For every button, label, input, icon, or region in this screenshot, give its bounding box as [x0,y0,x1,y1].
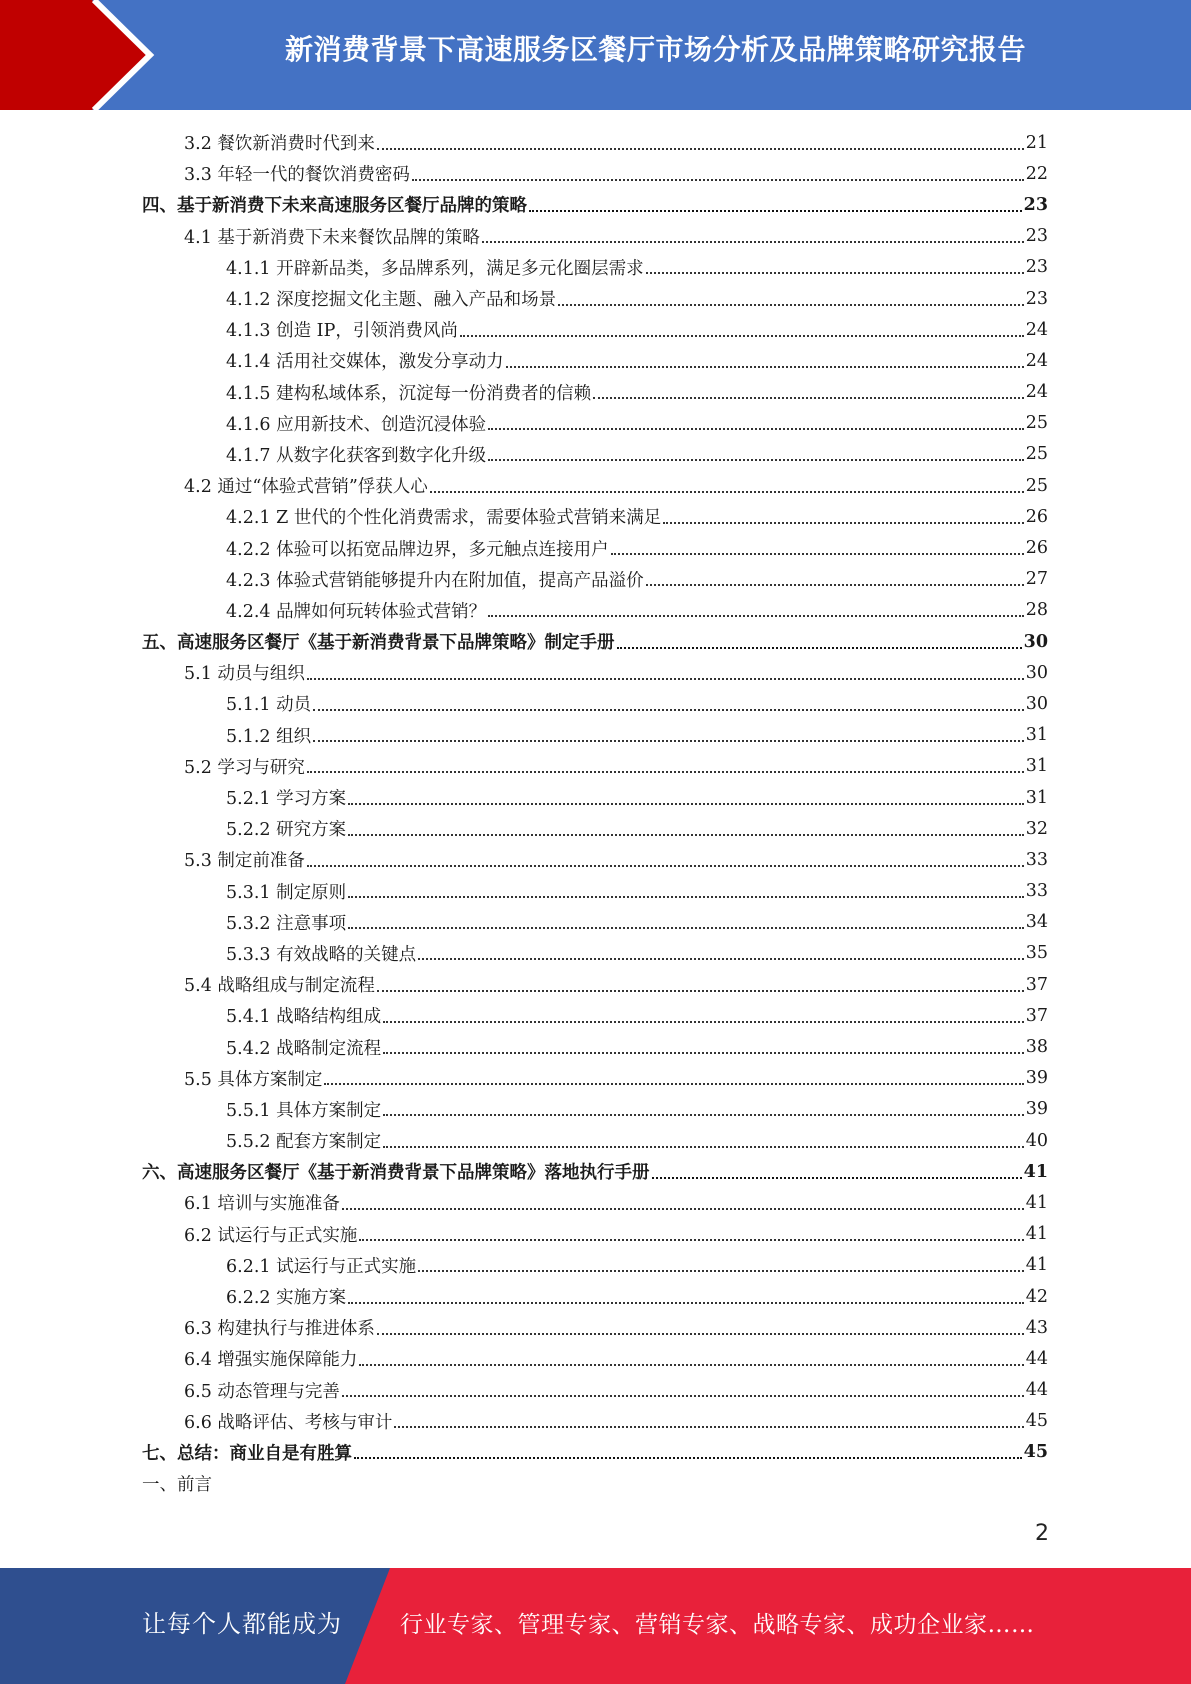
toc-entry-page: 25 [1025,444,1048,465]
toc-entry-page: 33 [1025,881,1048,902]
toc-entry[interactable] [142,439,1048,470]
toc-entry-label: 6.6 战略评估、考核与审计 [184,1412,393,1433]
toc-entry-page: 35 [1025,943,1048,964]
toc-entry-label: 4.2.4 品牌如何玩转体验式营销？ [226,601,487,622]
toc-dot-leader [430,491,1024,493]
toc-entry-label: 6.3 构建执行与推进体系 [184,1319,375,1340]
toc-entry-label: 5.3.2 注意事项 [226,913,347,934]
toc-dot-leader [506,366,1024,368]
toc-entry-page: 44 [1025,1348,1048,1369]
toc-entry-page: 23 [1025,288,1048,309]
toc-entry[interactable] [142,189,1048,220]
toc-entry-page: 39 [1025,1068,1048,1089]
toc-entry[interactable] [142,564,1048,595]
page-number: 2 [1035,1521,1049,1546]
toc-entry-label: 5.2.1 学习方案 [226,789,347,810]
toc-entry-label: 4.1.4 活用社交媒体，激发分享动力 [226,352,504,373]
toc-dot-leader [383,1052,1024,1054]
toc-entry-page: 43 [1025,1317,1048,1338]
toc-dot-leader [342,1208,1024,1210]
toc-entry-page: 24 [1025,382,1048,403]
page-header [0,0,1191,110]
toc-dot-leader [418,958,1024,960]
toc-entry[interactable] [142,595,1048,626]
toc-entry-page: 38 [1025,1037,1048,1058]
toc-entry[interactable] [142,782,1048,813]
toc-entry[interactable] [142,1219,1048,1250]
toc-dot-leader [383,1114,1024,1116]
toc-entry-label: 6.2.1 试运行与正式实施 [226,1256,417,1277]
toc-entry-page: 23 [1025,226,1048,247]
toc-entry-page: 37 [1025,974,1048,995]
toc-entry[interactable] [142,657,1048,688]
toc-entry-label: 3.3 年轻一代的餐饮消费密码 [184,165,410,186]
toc-entry[interactable] [142,314,1048,345]
toc-entry-page: 25 [1025,475,1048,496]
toc-dot-leader [646,584,1024,586]
toc-entry[interactable] [142,1375,1048,1406]
footer-slogan-right: 行业专家、管理专家、营销专家、战略专家、成功企业家…… [400,1612,1035,1638]
toc-entry-page: 23 [1023,194,1048,215]
toc-entry-page: 24 [1025,319,1048,340]
toc-entry-page: 25 [1025,413,1048,434]
toc-entry-label: 6.4 增强实施保障能力 [184,1350,358,1371]
toc-entry[interactable] [142,1000,1048,1031]
toc-entry-label: 4.2 通过“体验式营销”俘获人心 [184,477,428,498]
toc-entry-label: 5.2.2 研究方案 [226,820,347,841]
toc-entry[interactable] [142,127,1048,158]
toc-dot-leader [342,1395,1024,1397]
toc-entry-label: 5.1 动员与组织 [184,664,305,685]
toc-entry[interactable] [142,1094,1048,1125]
toc-entry[interactable] [142,938,1048,969]
toc-entry-label: 5.2 学习与研究 [184,757,305,778]
toc-dot-leader [558,304,1024,306]
toc-dot-leader [418,1270,1024,1272]
toc-entry-label: 4.1.6 应用新技术、创造沉浸体验 [226,414,487,435]
toc-entry-page: 31 [1025,725,1048,746]
toc-entry-label: 六、高速服务区餐厅《基于新消费背景下品牌策略》落地执行手册 [142,1163,650,1184]
toc-dot-leader [394,1426,1023,1428]
toc-entry-label: 五、高速服务区餐厅《基于新消费背景下品牌策略》制定手册 [142,633,615,654]
toc-dot-leader [377,148,1024,150]
toc-entry[interactable] [142,1125,1048,1156]
toc-entry[interactable] [142,158,1048,189]
toc-entry[interactable] [142,1343,1048,1374]
toc-dot-leader [377,990,1024,992]
toc-dot-leader [611,553,1024,555]
toc-entry-page: 41 [1023,1161,1048,1182]
toc-dot-leader [354,1457,1022,1459]
toc-dot-leader [529,210,1022,212]
toc-entry-label: 4.2.2 体验可以拓宽品牌边界，多元触点连接用户 [226,539,609,560]
toc-dot-leader [359,1364,1023,1366]
toc-entry-page: 26 [1025,506,1048,527]
toc-dot-leader [307,865,1024,867]
toc-entry-page: 21 [1025,132,1048,153]
toc-entry-label: 6.2 试运行与正式实施 [184,1225,358,1246]
toc-entry-label: 4.2.3 体验式营销能够提升内在附加值，提高产品溢价 [226,570,644,591]
toc-entry-page: 42 [1025,1286,1048,1307]
toc-entry[interactable] [142,969,1048,1000]
toc-entry-page: 24 [1025,350,1048,371]
toc-entry-label: 5.5 具体方案制定 [184,1069,323,1090]
header-chevron-stripe [0,0,170,110]
toc-dot-leader [377,1333,1024,1335]
toc-dot-leader [646,272,1024,274]
toc-dot-leader [652,1177,1022,1179]
toc-entry[interactable] [142,1437,1048,1468]
toc-entry-label: 5.5.1 具体方案制定 [226,1100,382,1121]
toc-entry[interactable] [142,470,1048,501]
toc-dot-leader [488,615,1024,617]
toc-entry-page: 31 [1025,787,1048,808]
toc-dot-leader [359,1239,1023,1241]
toc-entry[interactable] [142,1031,1048,1062]
toc-entry-label: 5.4 战略组成与制定流程 [184,976,375,997]
toc-entry[interactable] [142,283,1048,314]
toc-entry-label: 5.3.3 有效战略的关键点 [226,944,417,965]
toc-entry[interactable] [142,626,1048,657]
toc-entry[interactable] [142,907,1048,938]
toc-entry[interactable] [142,1281,1048,1312]
toc-entry-label: 5.3 制定前准备 [184,851,305,872]
document-title: 新消费背景下高速服务区餐厅市场分析及品牌策略研究报告 [284,33,1026,66]
toc-dot-leader [348,1302,1024,1304]
toc-entry-page: 45 [1023,1442,1048,1463]
toc-entry-page: 28 [1025,600,1048,621]
toc-entry[interactable] [142,720,1048,751]
toc-dot-leader [460,335,1024,337]
toc-entry-label: 6.5 动态管理与完善 [184,1381,340,1402]
toc-entry[interactable] [142,501,1048,532]
toc-entry-page: 31 [1025,756,1048,777]
toc-entry[interactable] [142,876,1048,907]
toc-entry-page: 41 [1025,1255,1048,1276]
toc-dot-leader [307,678,1024,680]
toc-entry-page: 30 [1025,693,1048,714]
toc-entry-page: 30 [1025,662,1048,683]
toc-dot-leader [313,709,1024,711]
toc-entry-label: 5.4.2 战略制定流程 [226,1038,382,1059]
toc-dot-leader [488,459,1024,461]
toc-entry-page: 23 [1025,257,1048,278]
toc-entry[interactable] [142,688,1048,719]
toc-entry[interactable] [142,1250,1048,1281]
toc-entry[interactable] [142,345,1048,376]
toc-entry-page: 33 [1025,849,1048,870]
toc-dot-leader [412,179,1024,181]
toc-entry[interactable] [142,532,1048,563]
toc-entry[interactable] [142,1312,1048,1343]
toc-dot-leader [663,522,1023,524]
toc-entry-label: 4.1.3 创造 IP，引领消费风尚 [226,321,458,342]
toc-dot-leader [593,397,1024,399]
toc-entry[interactable] [142,1063,1048,1094]
toc-entry-label: 四、基于新消费下未来高速服务区餐厅品牌的策略 [142,196,527,217]
toc-entry-label: 七、总结：商业自是有胜算 [142,1443,352,1464]
toc-entry[interactable] [142,1468,1048,1499]
toc-entry[interactable] [142,221,1048,252]
toc-entry[interactable] [142,751,1048,782]
toc-entry-label: 3.2 餐饮新消费时代到来 [184,134,375,155]
toc-entry[interactable] [142,377,1048,408]
toc-entry-label: 4.1.2 深度挖掘文化主题、融入产品和场景 [226,290,557,311]
footer-slogan-left: 让每个人都能成为 [142,1610,342,1638]
toc-dot-leader [348,803,1024,805]
toc-entry-label: 4.1.5 建构私域体系，沉淀每一份消费者的信赖 [226,383,592,404]
toc-dot-leader [482,241,1024,243]
toc-dot-leader [383,1146,1024,1148]
toc-entry-label: 一、前言 [142,1475,212,1496]
toc-entry[interactable] [142,408,1048,439]
toc-entry-label: 6.2.2 实施方案 [226,1288,347,1309]
toc-entry-label: 6.1 培训与实施准备 [184,1194,340,1215]
toc-dot-leader [617,647,1022,649]
toc-dot-leader [488,428,1024,430]
toc-entry-page: 37 [1025,1005,1048,1026]
toc-entry[interactable] [142,1156,1048,1187]
toc-entry-label: 4.1.7 从数字化获客到数字化升级 [226,445,487,466]
toc-entry-label: 5.4.1 战略结构组成 [226,1007,382,1028]
toc-dot-leader [348,896,1024,898]
toc-entry-label: 5.3.1 制定原则 [226,882,347,903]
toc-entry[interactable] [142,844,1048,875]
toc-entry-page: 45 [1025,1411,1048,1432]
toc-entry[interactable] [142,813,1048,844]
toc-entry-page: 22 [1025,163,1048,184]
toc-entry-label: 5.1.1 动员 [226,695,312,716]
toc-dot-leader [313,740,1024,742]
toc-dot-leader [348,834,1024,836]
toc-entry-page: 32 [1025,818,1048,839]
table-of-contents [142,127,1048,1499]
toc-dot-leader [324,1083,1023,1085]
toc-entry-page: 27 [1025,569,1048,590]
toc-entry-page: 41 [1025,1224,1048,1245]
toc-entry-label: 4.1 基于新消费下未来餐饮品牌的策略 [184,227,480,248]
toc-dot-leader [383,1021,1024,1023]
toc-entry[interactable] [142,252,1048,283]
toc-entry-page: 30 [1023,631,1048,652]
toc-entry-page: 34 [1025,912,1048,933]
toc-entry-label: 4.2.1 Z 世代的个性化消费需求，需要体验式营销来满足 [226,508,662,529]
toc-dot-leader [348,927,1024,929]
toc-entry[interactable] [142,1406,1048,1437]
toc-entry-page: 40 [1025,1130,1048,1151]
toc-entry-label: 5.1.2 组织 [226,726,312,747]
toc-entry-label: 5.5.2 配套方案制定 [226,1132,382,1153]
toc-entry-page: 39 [1025,1099,1048,1120]
page-footer [0,1568,1191,1684]
toc-entry[interactable] [142,1187,1048,1218]
toc-entry-page: 44 [1025,1380,1048,1401]
toc-entry-page: 41 [1025,1192,1048,1213]
toc-entry-label: 4.1.1 开辟新品类，多品牌系列，满足多元化圈层需求 [226,258,644,279]
toc-dot-leader [307,771,1024,773]
toc-entry-page: 26 [1025,538,1048,559]
